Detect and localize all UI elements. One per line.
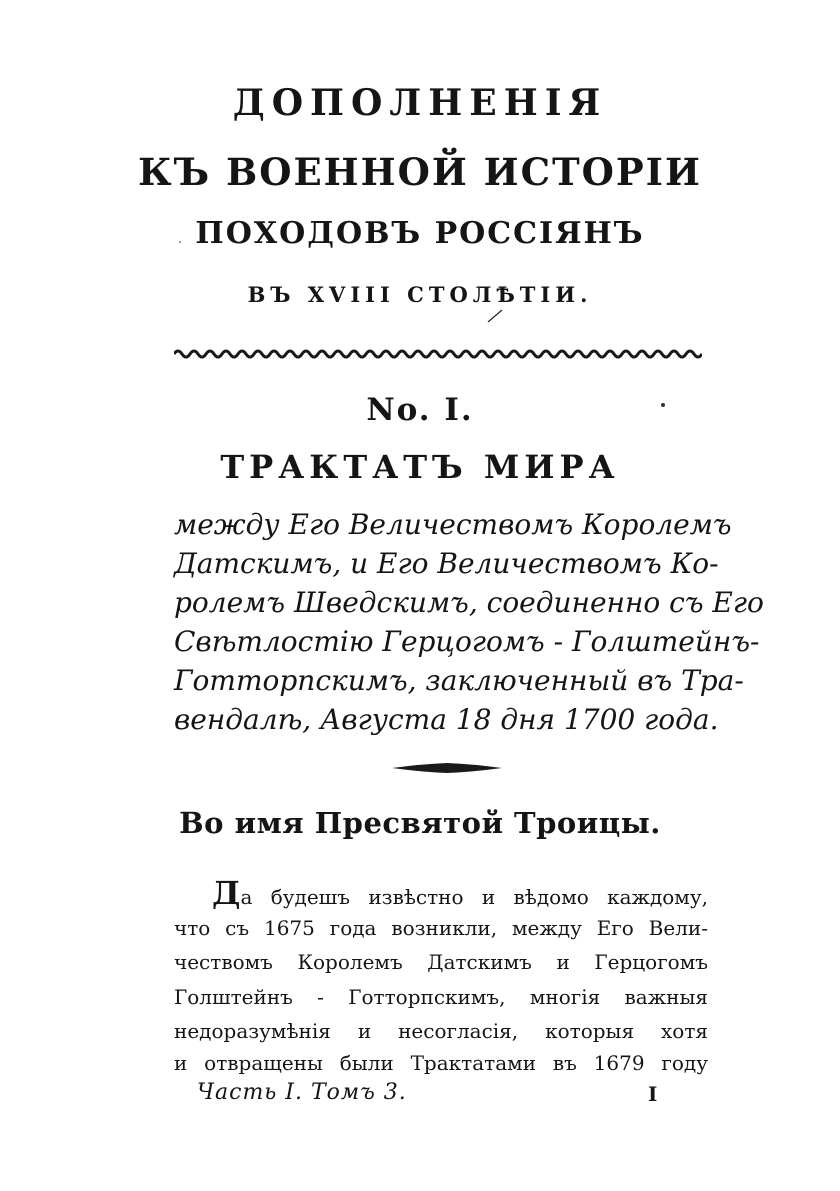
- subtitle-line: между Его Величествомъ Королемъ: [174, 508, 732, 541]
- body-text-line: недоразумѣнія и несогласія, которыя хотя: [174, 1019, 708, 1043]
- section-heading: ТРАКТАТЪ МИРА: [220, 448, 620, 486]
- body-text-line: и отвращены были Трактатами въ 1679 году: [174, 1051, 708, 1075]
- title-line-4: ВЪ XVIII СТОЛѢТІИ.: [247, 282, 593, 307]
- title-line-3: ПОХОДОВЪ РОССІЯНЪ: [195, 216, 645, 251]
- subtitle-line: Датскимъ, и Его Величествомъ Ко-: [174, 547, 719, 580]
- title-line-1: ДОПОЛНЕНІЯ: [232, 82, 608, 124]
- drop-cap: Д: [212, 874, 241, 912]
- body-text-line: чествомъ Королемъ Датскимъ и Герцогомъ: [174, 950, 708, 974]
- body-text-line: что съ 1675 года возникли, между Его Вели-: [174, 916, 708, 940]
- body-text-line: Голштейнъ - Готторпскимъ, многія важныя: [174, 985, 708, 1009]
- ornamental-rule: [392, 761, 502, 775]
- body-text-line: [212, 874, 708, 912]
- wavy-ornament-divider: [174, 347, 702, 361]
- subtitle-line: Свѣтлостію Герцогомъ - Голштейнъ-: [174, 625, 760, 658]
- body-text-line-rest: а будешъ извѣстно и вѣдомо каждому,: [240, 885, 708, 909]
- invocation-heading: Во имя Пресвятой Троицы.: [179, 806, 661, 840]
- subtitle-line: вендалѣ, Августа 18 дня 1700 года.: [174, 703, 719, 736]
- ink-dot-mark: [178, 240, 182, 244]
- subtitle-line: ролемъ Шведскимъ, соединенно съ Его: [174, 586, 764, 619]
- signature-mark: Часть I. Томъ 3.: [197, 1080, 407, 1105]
- sheet-mark: I: [648, 1082, 658, 1106]
- section-number: No. I.: [366, 392, 474, 428]
- ink-dot-mark: [660, 402, 666, 408]
- title-line-2: КЪ ВОЕННОЙ ИСТОРІИ: [138, 150, 702, 194]
- ink-speck-mark: [486, 308, 504, 324]
- subtitle-line: Готторпскимъ, заключенный въ Тра-: [174, 664, 744, 697]
